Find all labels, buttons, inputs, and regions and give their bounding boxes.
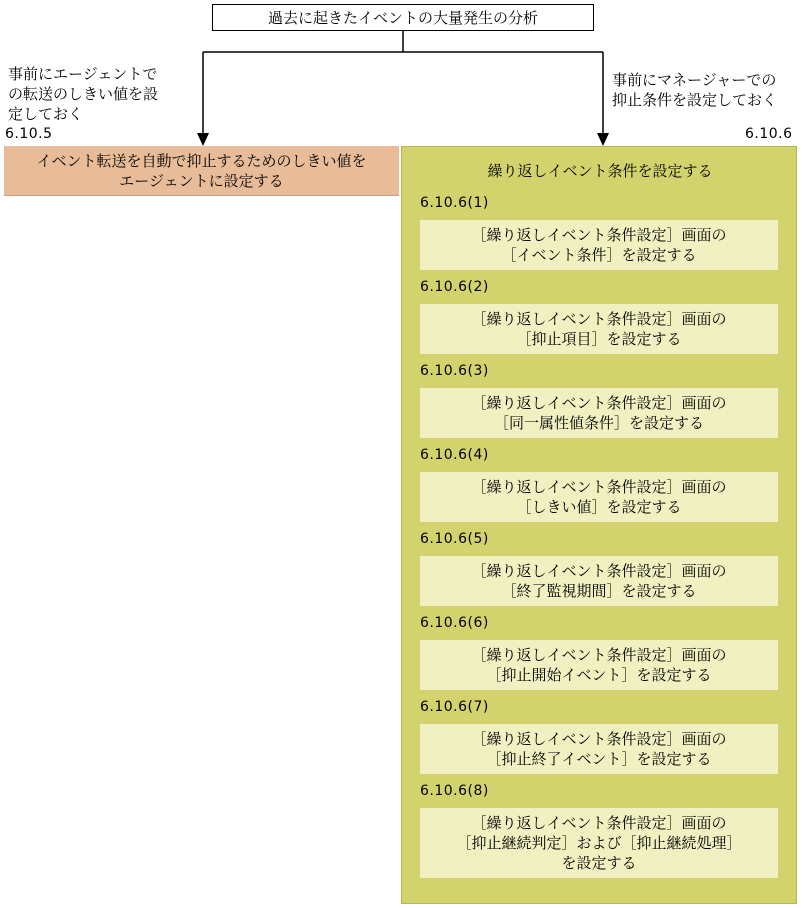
step-box: ［繰り返しイベント条件設定］画面の ［抑止終了イベント］を設定する — [420, 724, 778, 774]
left-ref-number: 6.10.5 — [5, 126, 53, 142]
step-ref-number: 6.10.6(2) — [420, 279, 489, 295]
step-ref-number: 6.10.6(4) — [420, 447, 489, 463]
step-box: ［繰り返しイベント条件設定］画面の ［同一属性値条件］を設定する — [420, 388, 778, 438]
step-ref-number: 6.10.6(8) — [420, 783, 489, 799]
step-box: ［繰り返しイベント条件設定］画面の ［しきい値］を設定する — [420, 472, 778, 522]
left-annotation: 事前にエージェントで の転送のしきい値を設 定しておく — [8, 65, 159, 123]
step-ref-number: 6.10.6(7) — [420, 699, 489, 715]
right-annotation: 事前にマネージャーでの 抑止条件を設定しておく — [612, 71, 778, 109]
step-box: ［繰り返しイベント条件設定］画面の ［イベント条件］を設定する — [420, 220, 778, 270]
repeat-event-panel-title: 繰り返しイベント条件を設定する — [487, 162, 713, 180]
right-ref-number: 6.10.6 — [745, 126, 793, 142]
step-box: ［繰り返しイベント条件設定］画面の ［終了監視期間］を設定する — [420, 556, 778, 606]
step-ref-number: 6.10.6(1) — [420, 195, 489, 211]
step-box: ［繰り返しイベント条件設定］画面の ［抑止項目］を設定する — [420, 304, 778, 354]
step-box: ［繰り返しイベント条件設定］画面の ［抑止継続判定］および［抑止継続処理］ を設定する — [420, 808, 778, 878]
step-ref-number: 6.10.6(5) — [420, 531, 489, 547]
agent-threshold-box: イベント転送を自動で抑止するためのしきい値を エージェントに設定する — [4, 146, 399, 196]
step-ref-number: 6.10.6(3) — [420, 363, 489, 379]
step-box: ［繰り返しイベント条件設定］画面の ［抑止開始イベント］を設定する — [420, 640, 778, 690]
analysis-box: 過去に起きたイベントの大量発生の分析 — [212, 4, 594, 31]
step-ref-number: 6.10.6(6) — [420, 615, 489, 631]
